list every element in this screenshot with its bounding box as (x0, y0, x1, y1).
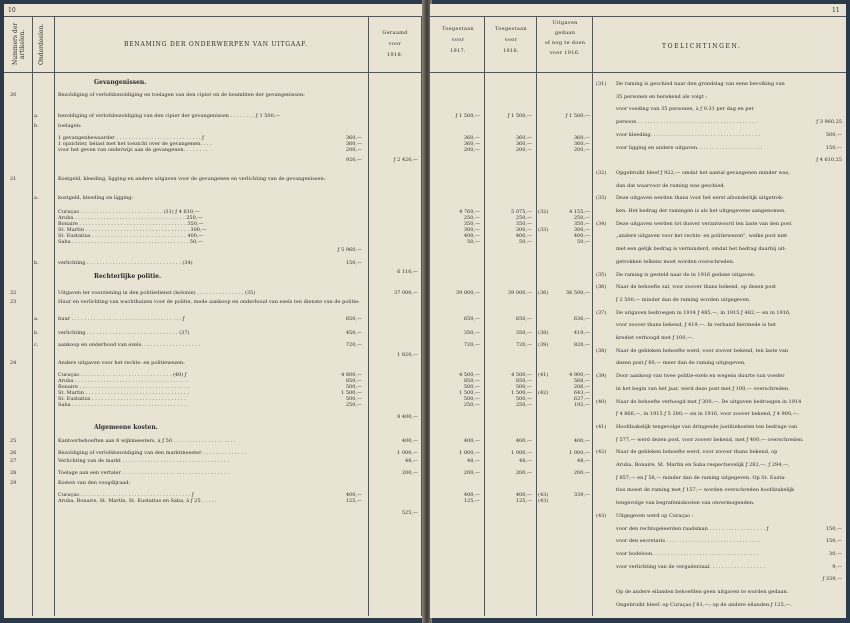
toegestaan-1916-value: 360,— (515, 141, 532, 147)
note-text: Deze uitgaven werden tot dusver verantwoord ten laste van den post (616, 221, 792, 227)
row-description: Saba . . . . . . . . . . . . . . . . . . . . . . . . . . . . . . . . . . . . . (58, 402, 189, 408)
uitgaven-value: 4 900,— (569, 372, 590, 378)
uitgaven-value: 400,— (573, 233, 590, 239)
note-text: dezen post ƒ 60,— meer dan de raming uitgegeven. (616, 360, 746, 366)
toegestaan-1917-value: 720,— (463, 342, 480, 348)
toegestaan-1916-value: 360,— (515, 135, 532, 141)
toegestaan-1916-value: 250,— (515, 215, 532, 221)
toegestaan-1917-value: 400,— (463, 438, 480, 444)
toegestaan-1916-value: 300,— (515, 227, 532, 233)
toegestaan-1917-value: 350,— (463, 221, 480, 227)
toegestaan-1916-value: 1 500,— (511, 390, 532, 396)
toegestaan-1917-value: 125,— (463, 498, 480, 504)
note-ref: (33) (596, 195, 607, 201)
right-page (430, 4, 846, 618)
row-description: Curaçao . . . . . . . . . . . . . . . . . . . . . . . . . . (31) ƒ 4 610,— (58, 209, 200, 215)
row-description: verlichting . . . . . . . . . . . . . . . . . . . . . . . . . . . . . . (34) (58, 260, 193, 266)
uitgaven-note-ref: (33) (538, 227, 549, 233)
toegestaan-1916-value: 1 000,— (511, 450, 532, 456)
note-text: „andere uitgaven voor het rechts- en politiewezen", welke post niet (616, 233, 788, 239)
row-description: bezoldiging of verlofsbezoldiging van den cipier der gevangenissen . . . . . . . . ƒ 1 500,— (58, 113, 281, 119)
toegestaan-1916-value: 650,— (515, 316, 532, 322)
note-amount: 9,— (832, 564, 842, 570)
toegestaan-1916-value: 4 500,— (511, 372, 532, 378)
note-ref: (39) (596, 373, 607, 379)
note-text: ƒ 857,— en ƒ 58,— minder dan de raming uitgegeven. Op St. Eusta- (616, 475, 787, 481)
note-text: De raming is geschied naar den grondslag van eene bevolking van (616, 81, 785, 87)
article-number: 23 (10, 299, 17, 305)
row-total: 48,— (405, 458, 418, 464)
note-text: Door aankoop van twee politie-ezels en wegens duurte van voeder (616, 373, 785, 379)
toegestaan-1917-value: 50,— (467, 239, 480, 245)
row-amount: ƒ 5 960,— (337, 247, 362, 253)
row-amount: 720,— (345, 342, 362, 348)
note-ref: (42) (596, 449, 607, 455)
note-text: in het begin van het jaar, werd deze post met ƒ 100,— overschreden. (616, 386, 790, 392)
toegestaan-1917-value: 360,— (463, 135, 480, 141)
note-amount: 150,— (825, 538, 842, 544)
note-text: 35 personen en berekend als volgt : (616, 94, 707, 100)
note-text: Ongebruikt bleef: op Curaçao ƒ 61,—; op de andere eilanden ƒ 125,—. (616, 602, 792, 608)
note-text: ƒ 2 500,— minder dan de raming worden uitgegeven. (616, 297, 751, 303)
uitgaven-value: 637,— (573, 396, 590, 402)
col-header-toegestaan-1916: Toegestaan voor 1916. (495, 26, 527, 54)
note-text: ƒ 577,— werd dezen post, voor zoover bekend, met ƒ 400,— overschreden. (616, 437, 804, 443)
note-text: Aruba, Bonaire, St. Martin en Saba respectievelijk ƒ 282,—, ƒ 294,—, (616, 462, 790, 468)
row-total: 525,— (401, 510, 418, 516)
note-text: Hoofdzakelijk tengevolge van dringende justitiekosten ten bedrage van (616, 424, 798, 430)
note-ref: (38) (596, 348, 607, 354)
note-text: Naar de gebleken behoefte werd, voor zoover bekend, ten laste van (616, 348, 789, 354)
uitgaven-note-ref: (32) (538, 209, 549, 215)
uitgaven-value: 360,— (573, 135, 590, 141)
col-header-nummers: Nummers der artikelen. (12, 22, 26, 66)
uitgaven-value: 206,— (573, 384, 590, 390)
uitgaven-note-ref: (39) (538, 342, 549, 348)
note-amount: 500,— (825, 132, 842, 138)
uitgaven-value: 192,— (573, 402, 590, 408)
note-ref: (41) (596, 424, 607, 430)
uitgaven-note-ref: (42) (538, 390, 549, 396)
toegestaan-1916-value: 500,— (515, 384, 532, 390)
uitgaven-value: 636,— (573, 316, 590, 322)
row-amount: 650,— (345, 316, 362, 322)
row-description: Aruba . . . . . . . . . . . . . . . . . . . . . . . . . . . . . . . . . . . . (58, 378, 188, 384)
note-text: Deze uitgaven werden thans voor het eerst afzonderlijk uitgetrok- (616, 195, 784, 201)
toegestaan-1917-value: 200,— (463, 147, 480, 153)
note-text: Naar de behoefte verhoogd met ƒ 300,—. De uitgaven bedroegen in 1914 (616, 399, 802, 405)
uitgaven-value: 250,— (573, 215, 590, 221)
col-header-toelichtingen: TOELICHTINGEN. (662, 43, 742, 50)
article-number: 21 (10, 176, 17, 182)
uitgaven-value: 419,— (573, 330, 590, 336)
row-total: 1 000,— (397, 450, 418, 456)
uitgaven-value: 300,— (573, 227, 590, 233)
toegestaan-1916-value: 48,— (519, 458, 532, 464)
row-description: voor het geven van onderwijs aan de gevangenen. . . . . . . . (58, 147, 208, 153)
uitgaven-note-ref: (38) (538, 330, 549, 336)
left-page (4, 4, 424, 618)
note-text: getrokken telkens moet worden overschreden. (616, 259, 735, 265)
toegestaan-1916-value: 200,— (515, 470, 532, 476)
row-description: Bezoldiging of verlofsbezoldiging van den marktmeester . . . . . . . . . . . . . . (58, 450, 246, 456)
toegestaan-1917-value: 48,— (467, 458, 480, 464)
uitgaven-value: 400,— (573, 438, 590, 444)
row-description: Andere uitgaven voor het rechts- en politiewezen: (58, 360, 185, 366)
toegestaan-1916-value: 200,— (515, 147, 532, 153)
row-description: Saba . . . . . . . . . . . . . . . . . . . . . . . . . . . . . . . . . . . . . 50,— (58, 239, 203, 245)
note-text: persoon . . . . . . . . . . . . . . . . . . . . . . . . . . . . . . . . . . . . . . (616, 119, 758, 125)
toegestaan-1917-value: 4 500,— (459, 372, 480, 378)
row-description: Toelage aan een vertaler . . . . . . . . . . . . . . . . . . . . . . . . . . . . . . . . . . (58, 470, 229, 476)
row-description: Bonaire . . . . . . . . . . . . . . . . . . . . . . . . . . . . . . . . . . 350,— (58, 221, 204, 227)
toegestaan-1917-value: ƒ 1 500,— (455, 113, 480, 119)
row-total: 200,— (401, 470, 418, 476)
note-text: ƒ 4 866,—, in 1915 ƒ 5 280,— en in 1916, voor zoover bekend, ƒ 4 900,—. (616, 411, 800, 417)
row-amount: 500,— (345, 384, 362, 390)
row-description: Kantoorbehoeften aan 8 wijkmeesters, à ƒ 50 . . . . . . . . . . . . . . . . . . . . (58, 438, 236, 444)
note-text: voor kleeding. . . . . . . . . . . . . . . . . . . . . . . . . . . . . . . . . . . (616, 132, 761, 138)
row-total: 37 000,— (393, 290, 418, 296)
note-text: Naar de behoefte zal, voor zoover thans bekend, op dezen post (616, 284, 776, 290)
row-description: Aruba, Bonaire, St. Martin, St. Eustatius en Saba, à ƒ 25 . . . . . (58, 498, 217, 504)
row-amount: 450,— (345, 330, 362, 336)
section-gevangenissen: Gevangenissen. (94, 79, 147, 86)
toegestaan-1917-value: 500,— (463, 396, 480, 402)
note-text: tius moest de raming met ƒ 157,— worden overschreden hoofdzakelijk (616, 487, 795, 493)
toegestaan-1916-value: 250,— (515, 402, 532, 408)
row-description: huur . . . . . . . . . . . . . . . . . . . . . . . . . . . . . . . . . . . ƒ (58, 316, 185, 322)
col-header-onderdeelen: Onderdeelen. (38, 23, 45, 65)
article-number: 28 (10, 470, 17, 476)
toegestaan-1916-value: 850,— (515, 378, 532, 384)
row-amount: 500,— (345, 396, 362, 402)
note-ref: (34) (596, 221, 607, 227)
row-description: Uitgaven ter voorziening in den politiedienst (kolonie) . . . . . . . . . . . . . . . (35) (58, 290, 256, 296)
note-text: De raming is gesteld naar de in 1916 gedane uitgaven. (616, 272, 756, 278)
section-rechterlijke: Rechterlijke politie. (94, 273, 162, 280)
note-amount: 150,— (825, 145, 842, 151)
subpart-letter: a. (34, 316, 39, 322)
note-text: voor den secretaris . . . . . . . . . . . . . . . . . . . . . . . . . . . . . . (616, 538, 761, 544)
article-number: 20 (10, 92, 17, 98)
note-text: voor bodeloon. . . . . . . . . . . . . . . . . . . . . . . . . . . . . . . . . . (616, 551, 759, 557)
toegestaan-1917-value: 360,— (463, 141, 480, 147)
toegestaan-1916-value: 500,— (515, 396, 532, 402)
col-header-uitgaven: Uitgaven gedaan of nog te doen voor 1916. (544, 20, 586, 56)
row-description: Bezoldiging of verlofsbezoldiging en toelagen van den cipier en de beambten der gevangenissen: (58, 92, 305, 98)
uitgaven-value: 339,— (573, 492, 590, 498)
row-description: St. Martin . . . . . . . . . . . . . . . . . . . . . . . . . . . . . . . . . (58, 390, 189, 396)
uitgaven-value: 200,— (573, 470, 590, 476)
section-algemeene: Algemeene kosten. (94, 424, 158, 431)
note-ref: (37) (596, 310, 607, 316)
col-header-geraamd: Geraamd voor 1918. (382, 30, 408, 58)
row-amount: 400,— (345, 492, 362, 498)
row-total: 400,— (401, 438, 418, 444)
toegestaan-1917-value: 200,— (463, 470, 480, 476)
uitgaven-value: 4 155,— (569, 209, 590, 215)
subpart-letter: b. (34, 260, 39, 266)
note-text: voor verlichting van de vergaderzaal. . . . . . . . . . . . . . . . . . (616, 564, 765, 570)
note-ref: (31) (596, 81, 607, 87)
row-amount: 360,— (345, 135, 362, 141)
toegestaan-1916-value: 350,— (515, 330, 532, 336)
row-description: Verlichting van de markt . . . . . . . . . . . . . . . . . . . . . . . . . . . . . . . . . . (58, 458, 229, 464)
row-description: kostgeld, kleeding en ligging: (58, 195, 134, 201)
toegestaan-1916-value: 400,— (515, 233, 532, 239)
note-text: Op de andere eilanden behoefden geen uitgaven te worden gedaan. (616, 589, 789, 595)
uitgaven-value: 568,— (573, 378, 590, 384)
uitgaven-note-ref: (41) (538, 372, 549, 378)
subpart-letter: c. (34, 342, 39, 348)
note-text: Opgebruikt bleef ƒ 922,— omdat het aantal gevangenen minder was, (616, 170, 790, 176)
toegestaan-1916-value: 50,— (519, 239, 532, 245)
note-text: Uitgegeven werd op Curaçao : (616, 513, 694, 519)
uitgaven-value: 200,— (573, 147, 590, 153)
subpart-letter: b. (34, 330, 39, 336)
article-number: 26 (10, 450, 17, 456)
row-amount: 4 800,— (341, 372, 362, 378)
row-description: verlichting . . . . . . . . . . . . . . . . . . . . . . . . . . . . . (37) (58, 330, 190, 336)
uitgaven-value: ƒ 1 500,— (565, 113, 590, 119)
toegestaan-1916-value: 125,— (515, 498, 532, 504)
toegestaan-1917-value: 350,— (463, 330, 480, 336)
uitgaven-value: 48,— (577, 458, 590, 464)
note-ref: (35) (596, 272, 607, 278)
row-amount: 1 500,— (341, 390, 362, 396)
row-amount: 125,— (345, 498, 362, 504)
uitgaven-value: 643,— (573, 390, 590, 396)
row-description: Curaçao . . . . . . . . . . . . . . . . . . . . . . . . . . . . . . . . . . . ƒ (58, 492, 194, 498)
note-text: voor ligging en andere uitgaven. . . . . . . . . . . . . . . . . . . . . (616, 145, 763, 151)
row-amount: 360,— (345, 141, 362, 147)
row-description: St. Martin . . . . . . . . . . . . . . . . . . . . . . . . . . . . . . . . . 300,— (58, 227, 207, 233)
left-page-number: 10 (8, 7, 16, 14)
note-amount: 30,— (829, 551, 842, 557)
toegestaan-1916-value: 39 000,— (507, 290, 532, 296)
subpart-letter: b. (34, 123, 39, 129)
row-amount: 250,— (345, 402, 362, 408)
row-amount: 850,— (345, 378, 362, 384)
note-ref: (36) (596, 284, 607, 290)
note-text: voor voeding van 35 personen, à ƒ 0.31 per dag en per (616, 106, 754, 112)
row-description: 1 opzichter, belast met het toezicht over de gevangenen. . . . (58, 141, 212, 147)
toegestaan-1917-value: 39 000,— (455, 290, 480, 296)
toegestaan-1917-value: 300,— (463, 227, 480, 233)
article-number: 25 (10, 438, 17, 444)
right-page-number: 11 (832, 7, 840, 14)
toegestaan-1917-value: 500,— (463, 384, 480, 390)
note-ref: (43) (596, 513, 607, 519)
article-number: 29 (10, 480, 17, 486)
toegestaan-1917-value: 400,— (463, 492, 480, 498)
row-description: Kosten van den voogdijraad: (58, 480, 131, 486)
subpart-letter: a. (34, 195, 39, 201)
toegestaan-1916-value: 400,— (515, 438, 532, 444)
note-text: dan dat waarvoor de raming was geschied. (616, 183, 726, 189)
article-number: 24 (10, 360, 17, 366)
col-header-benaming: BENAMING DER ONDERWERPEN VAN UITGAAF. (124, 41, 308, 48)
toegestaan-1916-value: ƒ 1 500,— (507, 113, 532, 119)
row-description: Bonaire . . . . . . . . . . . . . . . . . . . . . . . . . . . . . . . . . . . (58, 384, 190, 390)
note-text: Naar de gebleken behoefte werd, voor zoover thans bekend, op (616, 449, 778, 455)
row-amount: 920,— (345, 157, 362, 163)
toegestaan-1916-value: 5 075,— (511, 209, 532, 215)
uitgaven-note-ref: (43) (538, 498, 549, 504)
note-text: De uitgaven bedroegen in 1914 ƒ 485,—, in 1915 ƒ 482,— en in 1916, (616, 310, 791, 316)
toegestaan-1917-value: 4 760,— (459, 209, 480, 215)
toegestaan-1916-value: 350,— (515, 221, 532, 227)
row-description: Kostgeld, kleeding, ligging en andere uitgaven voor de gevangenen en verlichting van de gevangenissen: (58, 176, 326, 182)
uitgaven-value: 36 500,— (565, 290, 590, 296)
row-total: ƒ 2 420,— (393, 157, 418, 163)
note-amount: ƒ 339,— (822, 576, 842, 582)
toegestaan-1917-value: 250,— (463, 215, 480, 221)
row-description: Aruba . . . . . . . . . . . . . . . . . . . . . . . . . . . . . . . . . . . 250,— (58, 215, 203, 221)
note-text: voor den rechtsgeleerden raadsman . . . . . . . . . . . . . . . . . . ƒ (616, 526, 769, 532)
uitgaven-value: 360,— (573, 141, 590, 147)
article-number: 22 (10, 290, 17, 296)
toegestaan-1917-value: 1 000,— (459, 450, 480, 456)
article-number: 27 (10, 458, 17, 464)
toegestaan-1917-value: 650,— (463, 316, 480, 322)
row-amount: 150,— (345, 260, 362, 266)
note-text: tengevolge van begrafeniskosten van onvermogenden. (616, 500, 755, 506)
uitgaven-value: 50,— (577, 239, 590, 245)
row-description: St. Eustatius . . . . . . . . . . . . . . . . . . . . . . . . . . . . . . (58, 396, 186, 402)
row-description: aankoop en onderhoud van ezels. . . . . . . . . . . . . . . . . . . (58, 342, 200, 348)
row-description: Huur en verlichting van wachthuizen voor de politie, mede aankoop en onderhoud van ezels ten dienste van de politie: (58, 299, 360, 305)
uitgaven-value: 350,— (573, 221, 590, 227)
row-description: toelagen: (58, 123, 82, 129)
note-text: met een gelijk bedrag is verminderd, omdat het bedrag daarbij uit- (616, 246, 787, 252)
uitgaven-note-ref: (36) (538, 290, 549, 296)
note-text: voor zoover thans bekend, ƒ 419,—. In verband hiermede is het (616, 322, 777, 328)
row-description: St. Eustatius . . . . . . . . . . . . . . . . . . . . . . . . . . . . . . 400,— (58, 233, 204, 239)
row-total: 6 110,— (397, 269, 418, 275)
row-amount: 200,— (345, 147, 362, 153)
col-header-toegestaan-1917: Toegestaan voor 1917. (442, 26, 474, 54)
toegestaan-1917-value: 400,— (463, 233, 480, 239)
toegestaan-1916-value: 400,— (515, 492, 532, 498)
uitgaven-note-ref: (43) (538, 492, 549, 498)
row-total: 1 820,— (397, 352, 418, 358)
row-total: 8 400,— (397, 414, 418, 420)
toegestaan-1917-value: 850,— (463, 378, 480, 384)
note-text: krediet verhoogd met ƒ 100,—. (616, 335, 694, 341)
note-amount: ƒ 3 960,25 (816, 119, 842, 125)
uitgaven-value: 1 000,— (569, 450, 590, 456)
toegestaan-1917-value: 250,— (463, 402, 480, 408)
note-amount: ƒ 4 610,25 (816, 157, 842, 163)
row-description: 1 gevangenbewaarder . . . . . . . . . . . . . . . . . . . . . . . . . . . ƒ (58, 135, 204, 141)
note-ref: (40) (596, 399, 607, 405)
toegestaan-1917-value: 1 500,— (459, 390, 480, 396)
toegestaan-1916-value: 720,— (515, 342, 532, 348)
uitgaven-value: 820,— (573, 342, 590, 348)
note-ref: (32) (596, 170, 607, 176)
note-text: ken. Het bedrag der ramingen is als het uitgegevene aangenomen. (616, 208, 786, 214)
row-description: Curaçao . . . . . . . . . . . . . . . . . . . . . . . . . . . . . (40) ƒ (58, 372, 187, 378)
subpart-letter: a. (34, 113, 39, 119)
note-amount: 150,— (825, 526, 842, 532)
